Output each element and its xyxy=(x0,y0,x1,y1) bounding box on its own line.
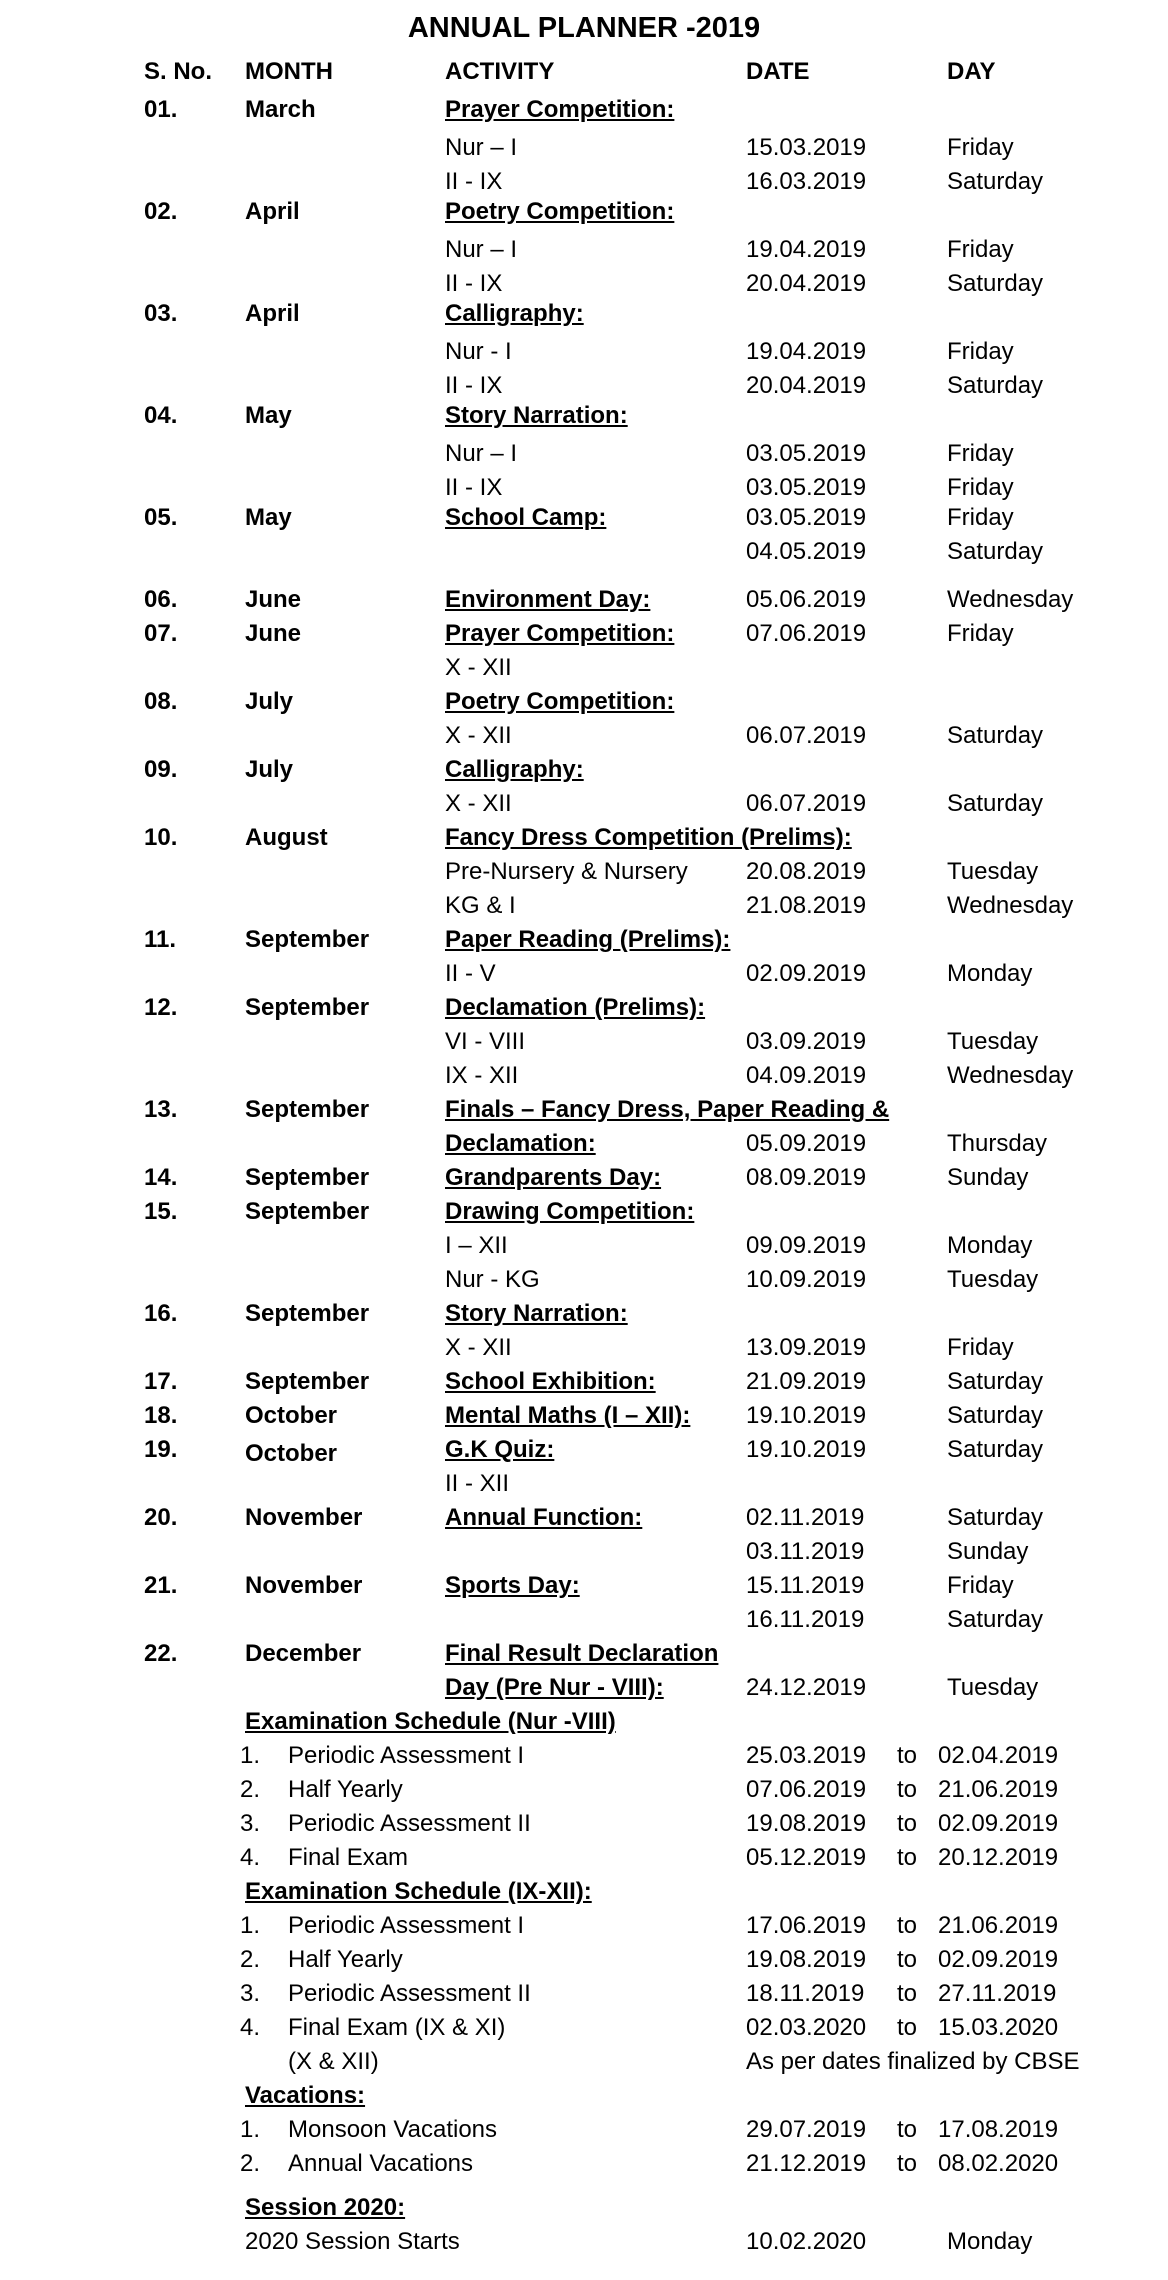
activity-date: 06.07.2019 xyxy=(746,722,867,749)
activity-date: 20.08.2019 xyxy=(746,858,867,885)
serial-number: 14. xyxy=(144,1164,178,1191)
activity-month: April xyxy=(245,198,300,225)
item-number: 4. xyxy=(240,2014,261,2041)
schedule-end-date: 21.06.2019 xyxy=(938,1776,1059,1803)
activity-day: Saturday xyxy=(947,722,1044,749)
schedule-item-label: Monsoon Vacations xyxy=(288,2116,498,2143)
schedule-item-label: Half Yearly xyxy=(288,1776,403,1803)
activity-title-continued: Declamation: xyxy=(445,1130,596,1157)
item-number: 1. xyxy=(240,2116,261,2143)
activity-date: 21.08.2019 xyxy=(746,892,867,919)
activity-date: 05.09.2019 xyxy=(746,1130,867,1157)
class-range: KG & I xyxy=(445,892,516,919)
schedule-end-date: 02.04.2019 xyxy=(938,1742,1059,1769)
schedule-end-date: 02.09.2019 xyxy=(938,1810,1059,1837)
activity-month: April xyxy=(245,300,300,327)
range-separator: to xyxy=(897,2150,918,2177)
activity-date: 13.09.2019 xyxy=(746,1334,867,1361)
activity-day: Monday xyxy=(947,1232,1033,1259)
schedule-start-date: 19.08.2019 xyxy=(746,1810,867,1837)
activity-month: November xyxy=(245,1572,363,1599)
activity-date: 19.04.2019 xyxy=(746,236,867,263)
activity-day: Saturday xyxy=(947,1402,1044,1429)
schedule-item-label: Half Yearly xyxy=(288,1946,403,1973)
schedule-end-date: 27.11.2019 xyxy=(938,1980,1057,2007)
class-range: II - XII xyxy=(445,1470,510,1497)
activity-title: Story Narration: xyxy=(445,1300,628,1327)
activity-date: 02.11.2019 xyxy=(746,1504,865,1531)
activity-month: May xyxy=(245,504,292,531)
class-range: II - IX xyxy=(445,372,503,399)
activity-month: September xyxy=(245,1368,370,1395)
activity-day: Saturday xyxy=(947,372,1044,399)
item-number: 3. xyxy=(240,1980,261,2007)
activity-month: September xyxy=(245,1096,370,1123)
activity-date: 03.09.2019 xyxy=(746,1028,867,1055)
activity-day: Saturday xyxy=(947,270,1044,297)
activity-month: March xyxy=(245,96,316,123)
item-number: 2. xyxy=(240,1946,261,1973)
activity-month: August xyxy=(245,824,328,851)
activity-day: Friday xyxy=(947,474,1014,501)
item-number: 1. xyxy=(240,1912,261,1939)
serial-number: 22. xyxy=(144,1640,178,1667)
activity-day: Friday xyxy=(947,1334,1014,1361)
class-range: II - V xyxy=(445,960,496,987)
class-range: Nur - I xyxy=(445,338,512,365)
activity-title: Poetry Competition: xyxy=(445,198,675,225)
activity-month: May xyxy=(245,402,292,429)
activity-date: 02.09.2019 xyxy=(746,960,867,987)
class-range: Nur - KG xyxy=(445,1266,540,1293)
activity-month: November xyxy=(245,1504,363,1531)
class-range: Pre-Nursery & Nursery xyxy=(445,858,688,885)
range-separator: to xyxy=(897,2116,918,2143)
item-number: 2. xyxy=(240,2150,261,2177)
schedule-start-date: 21.12.2019 xyxy=(746,2150,867,2177)
range-separator: to xyxy=(897,1810,918,1837)
activity-title: School Camp: xyxy=(445,504,607,531)
activity-month: October xyxy=(245,1440,338,1467)
activity-date: 15.03.2019 xyxy=(746,134,867,161)
activity-title: Final Result Declaration xyxy=(445,1640,719,1667)
serial-number: 21. xyxy=(144,1572,178,1599)
activity-date: 15.11.2019 xyxy=(746,1572,865,1599)
serial-number: 07. xyxy=(144,620,178,647)
activity-title: School Exhibition: xyxy=(445,1368,656,1395)
serial-number: 12. xyxy=(144,994,178,1021)
activity-month: October xyxy=(245,1402,338,1429)
activity-day: Wednesday xyxy=(947,586,1074,613)
schedule-day: Monday xyxy=(947,2228,1033,2255)
class-range: II - IX xyxy=(445,168,503,195)
class-range: II - IX xyxy=(445,474,503,501)
activity-month: July xyxy=(245,688,294,715)
serial-number: 06. xyxy=(144,586,178,613)
section-heading: Session 2020: xyxy=(245,2194,406,2221)
activity-date: 16.11.2019 xyxy=(746,1606,865,1633)
header-activity: ACTIVITY xyxy=(445,58,555,85)
schedule-end-date: 17.08.2019 xyxy=(938,2116,1059,2143)
activity-day: Monday xyxy=(947,960,1033,987)
schedule-item-label: (X & XII) xyxy=(288,2048,379,2075)
activity-date: 03.05.2019 xyxy=(746,504,867,531)
class-range: VI - VIII xyxy=(445,1028,526,1055)
serial-number: 09. xyxy=(144,756,178,783)
activity-date: 06.07.2019 xyxy=(746,790,867,817)
activity-date: 03.05.2019 xyxy=(746,474,867,501)
activity-date: 20.04.2019 xyxy=(746,270,867,297)
item-number: 4. xyxy=(240,1844,261,1871)
serial-number: 01. xyxy=(144,96,178,123)
activity-title: G.K Quiz: xyxy=(445,1436,555,1463)
range-separator: to xyxy=(897,1980,918,2007)
schedule-start-date: 02.03.2020 xyxy=(746,2014,867,2041)
class-range: Nur – I xyxy=(445,236,518,263)
schedule-start-date: 10.02.2020 xyxy=(746,2228,867,2255)
activity-date: 20.04.2019 xyxy=(746,372,867,399)
activity-title: Finals – Fancy Dress, Paper Reading & xyxy=(445,1096,890,1123)
serial-number: 16. xyxy=(144,1300,178,1327)
activity-title: Paper Reading (Prelims): xyxy=(445,926,731,953)
page-title: ANNUAL PLANNER -2019 xyxy=(407,12,761,44)
activity-day: Saturday xyxy=(947,538,1044,565)
activity-date: 24.12.2019 xyxy=(746,1674,867,1701)
activity-title: Annual Function: xyxy=(445,1504,643,1531)
activity-date: 08.09.2019 xyxy=(746,1164,867,1191)
class-range: IX - XII xyxy=(445,1062,519,1089)
activity-day: Thursday xyxy=(947,1130,1048,1157)
activity-month: September xyxy=(245,926,370,953)
activity-title: Prayer Competition: xyxy=(445,620,675,647)
range-separator: to xyxy=(897,1742,918,1769)
item-number: 3. xyxy=(240,1810,261,1837)
activity-day: Saturday xyxy=(947,1368,1044,1395)
schedule-start-date: 25.03.2019 xyxy=(746,1742,867,1769)
schedule-item-label: Periodic Assessment II xyxy=(288,1810,531,1837)
activity-date: 19.10.2019 xyxy=(746,1436,867,1463)
activity-month: September xyxy=(245,994,370,1021)
class-range: X - XII xyxy=(445,722,512,749)
activity-month: July xyxy=(245,756,294,783)
range-separator: to xyxy=(897,1776,918,1803)
class-range: I – XII xyxy=(445,1232,508,1259)
activity-day: Saturday xyxy=(947,1504,1044,1531)
activity-date: 03.11.2019 xyxy=(746,1538,865,1565)
activity-title: Sports Day: xyxy=(445,1572,580,1599)
serial-number: 10. xyxy=(144,824,178,851)
item-number: 1. xyxy=(240,1742,261,1769)
activity-month: December xyxy=(245,1640,362,1667)
activity-day: Saturday xyxy=(947,168,1044,195)
serial-number: 13. xyxy=(144,1096,178,1123)
activity-day: Wednesday xyxy=(947,892,1074,919)
activity-day: Friday xyxy=(947,440,1014,467)
activity-date: 19.10.2019 xyxy=(746,1402,867,1429)
activity-day: Sunday xyxy=(947,1164,1029,1191)
section-heading: Examination Schedule (Nur -VIII) xyxy=(245,1708,616,1735)
class-range: X - XII xyxy=(445,790,512,817)
activity-date: 07.06.2019 xyxy=(746,620,867,647)
schedule-item-label: Periodic Assessment I xyxy=(288,1912,525,1939)
schedule-item-label: Final Exam (IX & XI) xyxy=(288,2014,506,2041)
activity-month: June xyxy=(245,586,302,613)
activity-title: Grandparents Day: xyxy=(445,1164,662,1191)
serial-number: 08. xyxy=(144,688,178,715)
section-heading: Vacations: xyxy=(245,2082,366,2109)
activity-day: Saturday xyxy=(947,1606,1044,1633)
serial-number: 19. xyxy=(144,1436,178,1463)
schedule-end-date: 20.12.2019 xyxy=(938,1844,1059,1871)
activity-title: Mental Maths (I – XII): xyxy=(445,1402,691,1429)
serial-number: 18. xyxy=(144,1402,178,1429)
activity-day: Wednesday xyxy=(947,1062,1074,1089)
activity-date: 03.05.2019 xyxy=(746,440,867,467)
activity-month: September xyxy=(245,1198,370,1225)
activity-day: Saturday xyxy=(947,1436,1044,1463)
activity-day: Friday xyxy=(947,620,1014,647)
schedule-item-label: 2020 Session Starts xyxy=(245,2228,460,2255)
activity-day: Tuesday xyxy=(947,1266,1039,1293)
activity-date: 16.03.2019 xyxy=(746,168,867,195)
class-range: X - XII xyxy=(445,654,512,681)
item-number: 2. xyxy=(240,1776,261,1803)
activity-date: 09.09.2019 xyxy=(746,1232,867,1259)
range-separator: to xyxy=(897,1946,918,1973)
activity-date: 04.09.2019 xyxy=(746,1062,867,1089)
activity-day: Saturday xyxy=(947,790,1044,817)
serial-number: 17. xyxy=(144,1368,178,1395)
serial-number: 20. xyxy=(144,1504,178,1531)
activity-title: Story Narration: xyxy=(445,402,628,429)
activity-day: Friday xyxy=(947,134,1014,161)
section-heading: Examination Schedule (IX-XII): xyxy=(245,1878,592,1905)
activity-month: September xyxy=(245,1164,370,1191)
serial-number: 11. xyxy=(144,926,177,953)
activity-date: 05.06.2019 xyxy=(746,586,867,613)
activity-title: Prayer Competition: xyxy=(445,96,675,123)
schedule-start-date: 19.08.2019 xyxy=(746,1946,867,1973)
serial-number: 03. xyxy=(144,300,178,327)
serial-number: 15. xyxy=(144,1198,178,1225)
activity-month: June xyxy=(245,620,302,647)
schedule-note: As per dates finalized by CBSE xyxy=(746,2048,1080,2075)
range-separator: to xyxy=(897,1912,918,1939)
class-range: II - IX xyxy=(445,270,503,297)
activity-title: Poetry Competition: xyxy=(445,688,675,715)
activity-date: 21.09.2019 xyxy=(746,1368,867,1395)
activity-date: 10.09.2019 xyxy=(746,1266,867,1293)
schedule-item-label: Annual Vacations xyxy=(288,2150,474,2177)
range-separator: to xyxy=(897,1844,918,1871)
activity-date: 19.04.2019 xyxy=(746,338,867,365)
schedule-end-date: 02.09.2019 xyxy=(938,1946,1059,1973)
schedule-end-date: 08.02.2020 xyxy=(938,2150,1059,2177)
activity-day: Tuesday xyxy=(947,858,1039,885)
serial-number: 05. xyxy=(144,504,178,531)
schedule-start-date: 05.12.2019 xyxy=(746,1844,867,1871)
header-sno: S. No. xyxy=(144,58,213,85)
header-day: DAY xyxy=(947,58,996,85)
activity-month: September xyxy=(245,1300,370,1327)
activity-title-continued: Day (Pre Nur - VIII): xyxy=(445,1674,664,1701)
serial-number: 02. xyxy=(144,198,178,225)
schedule-item-label: Periodic Assessment I xyxy=(288,1742,525,1769)
schedule-start-date: 18.11.2019 xyxy=(746,1980,865,2007)
activity-day: Friday xyxy=(947,504,1014,531)
schedule-item-label: Final Exam xyxy=(288,1844,409,1871)
activity-day: Sunday xyxy=(947,1538,1029,1565)
serial-number: 04. xyxy=(144,402,178,429)
schedule-end-date: 21.06.2019 xyxy=(938,1912,1059,1939)
schedule-start-date: 17.06.2019 xyxy=(746,1912,867,1939)
schedule-start-date: 07.06.2019 xyxy=(746,1776,867,1803)
activity-title: Drawing Competition: xyxy=(445,1198,695,1225)
activity-title: Fancy Dress Competition (Prelims): xyxy=(445,824,852,851)
activity-title: Calligraphy: xyxy=(445,756,584,783)
activity-day: Tuesday xyxy=(947,1028,1039,1055)
class-range: Nur – I xyxy=(445,134,518,161)
activity-date: 04.05.2019 xyxy=(746,538,867,565)
header-date: DATE xyxy=(746,58,810,85)
activity-day: Tuesday xyxy=(947,1674,1039,1701)
activity-title: Declamation (Prelims): xyxy=(445,994,706,1021)
activity-title: Environment Day: xyxy=(445,586,651,613)
class-range: X - XII xyxy=(445,1334,512,1361)
schedule-item-label: Periodic Assessment II xyxy=(288,1980,531,2007)
schedule-start-date: 29.07.2019 xyxy=(746,2116,867,2143)
header-month: MONTH xyxy=(245,58,333,85)
activity-title: Calligraphy: xyxy=(445,300,584,327)
activity-day: Friday xyxy=(947,236,1014,263)
class-range: Nur – I xyxy=(445,440,518,467)
activity-day: Friday xyxy=(947,338,1014,365)
range-separator: to xyxy=(897,2014,918,2041)
schedule-end-date: 15.03.2020 xyxy=(938,2014,1059,2041)
activity-day: Friday xyxy=(947,1572,1014,1599)
